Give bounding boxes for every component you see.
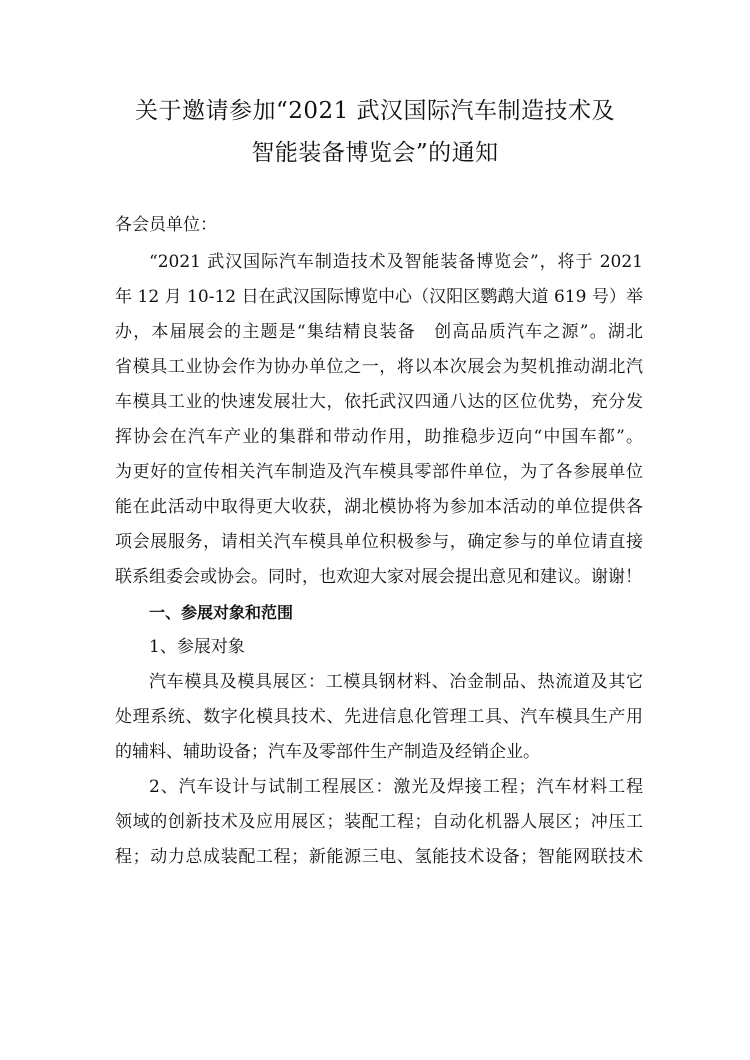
document-body [115,208,643,875]
paragraph-line: 办，本届展会的主题是“集结精良装备 创高品质汽车之源”。湖北 [115,322,643,342]
document-title [0,90,750,174]
paragraph-line: 2、汽车设计与试制工程展区：激光及焊接工程；汽车材料工程 [149,777,643,797]
section-heading: 一、参展对象和范围 [149,603,294,622]
paragraph-line: 年 12 月 10-12 日在武汉国际博览中心（汉阳区鹦鹉大道 619 号）举 [115,287,643,307]
paragraph-line: 程；动力总成装配工程；新能源三电、氢能技术设备；智能网联技术 [115,847,643,867]
paragraph-line: 处理系统、数字化模具技术、先进信息化管理工具、汽车模具生产用 [115,707,643,727]
section-subheading: 1、参展对象 [149,637,245,657]
paragraph-line: 能在此活动中取得更大收获，湖北模协将为参加本活动的单位提供各 [115,497,643,517]
paragraph-line: “2021 武汉国际汽车制造技术及智能装备博览会”，将于 2021 [149,252,643,272]
paragraph-line: 为更好的宣传相关汽车制造及汽车模具零部件单位，为了各参展单位 [115,462,643,482]
paragraph-line: 汽车模具及模具展区：工模具钢材料、冶金制品、热流道及其它 [149,672,643,692]
paragraph-line: 省模具工业协会作为协办单位之一，将以本次展会为契机推动湖北汽 [115,357,643,377]
paragraph-exhibit-scope [115,665,643,770]
paragraph-line: 挥协会在汽车产业的集群和带动作用，助推稳步迈向“中国车都”。 [115,427,643,447]
title-line-2: 智能装备博览会”的通知 [251,140,499,166]
paragraph-design-zone [115,770,643,875]
paragraph-intro [115,245,643,595]
paragraph-line: 的辅料、辅助设备；汽车及零部件生产制造及经销企业。 [115,742,540,762]
title-line-1: 关于邀请参加“2021 武汉国际汽车制造技术及 [134,98,616,124]
paragraph-line: 领域的创新技术及应用展区；装配工程；自动化机器人展区；冲压工 [115,812,643,832]
paragraph-line: 车模具工业的快速发展壮大，依托武汉四通八达的区位优势，充分发 [115,392,643,412]
salutation: 各会员单位： [115,215,217,235]
paragraph-line: 项会展服务，请相关汽车模具单位积极参与，确定参与的单位请直接 [115,532,643,552]
paragraph-line: 联系组委会或协会。同时，也欢迎大家对展会提出意见和建议。谢谢！ [115,567,642,587]
